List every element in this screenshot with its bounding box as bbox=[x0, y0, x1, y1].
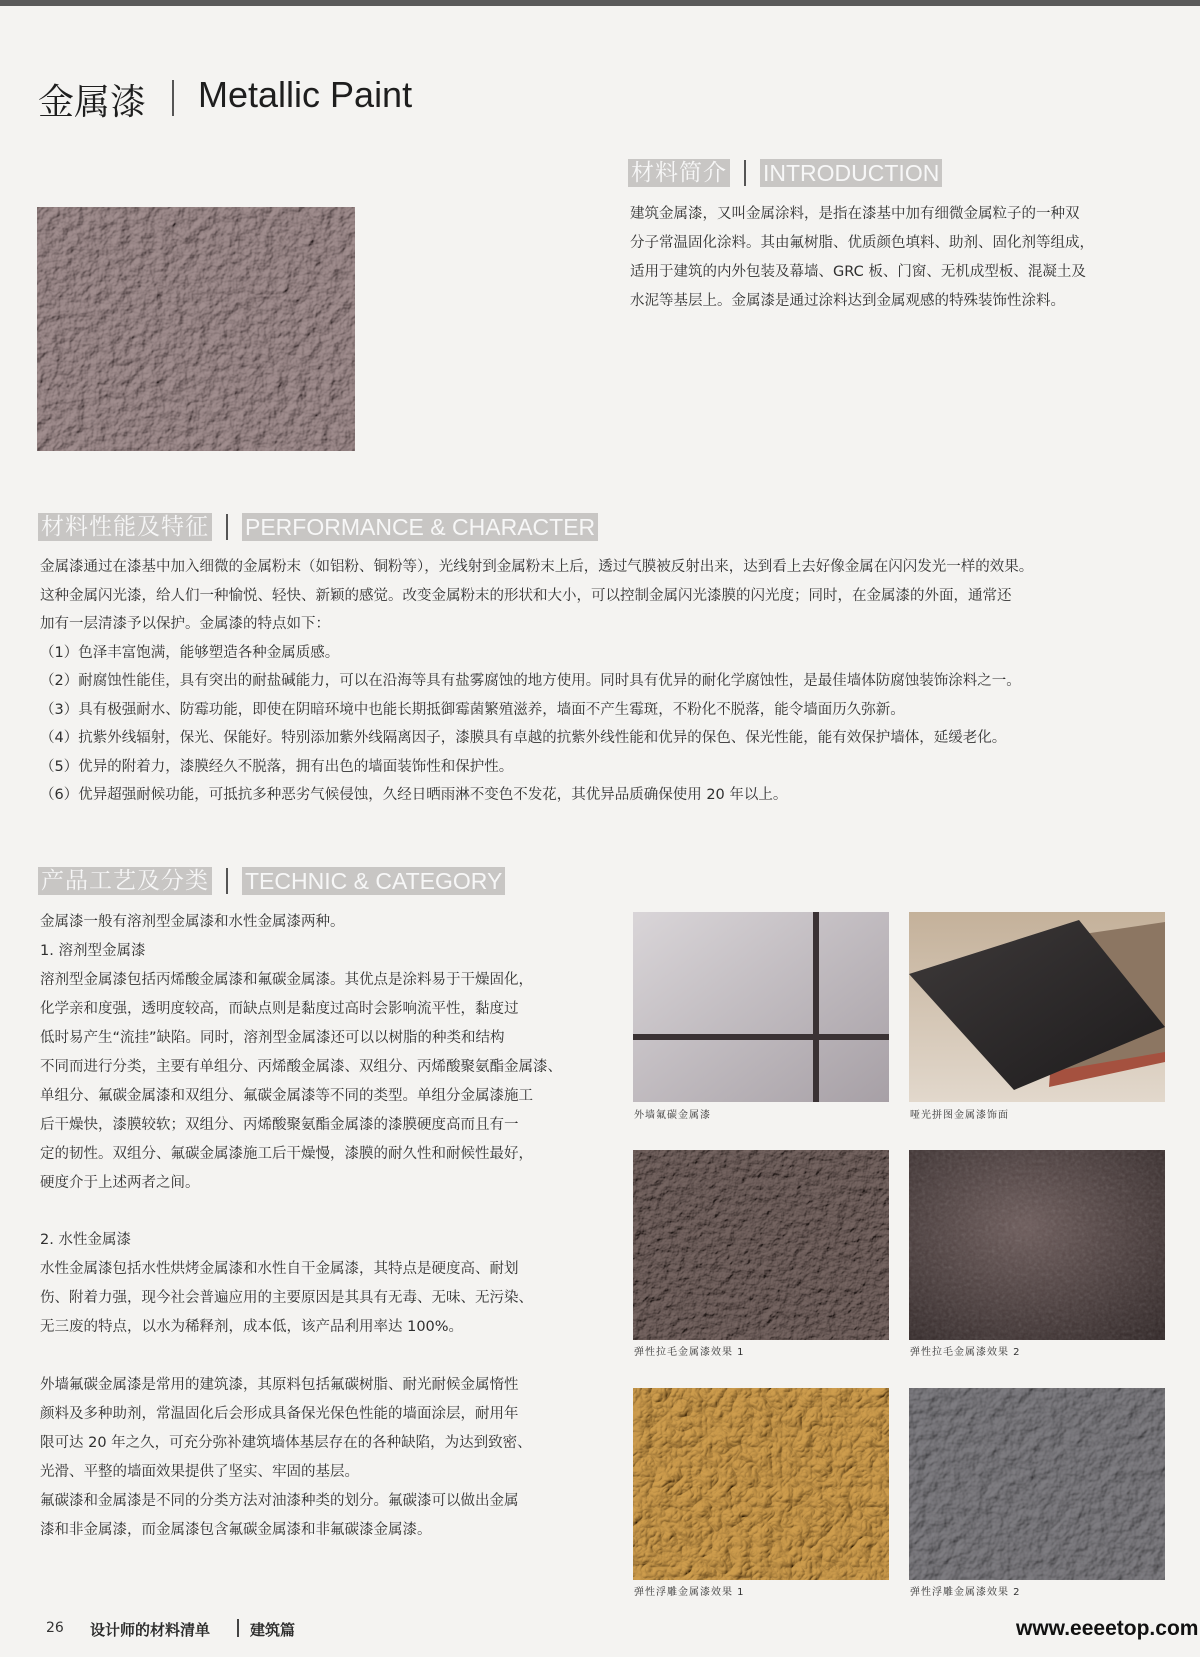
technic-line: 不同而进行分类，主要有单组分、丙烯酸金属漆、双组分、丙烯酸聚氨酯金属漆、 bbox=[40, 1059, 562, 1075]
technic-line: 硬度介于上述两者之间。 bbox=[40, 1175, 200, 1191]
caption: 弹性浮雕金属漆效果 1 bbox=[634, 1587, 745, 1598]
technic-line: 氟碳漆和金属漆是不同的分类方法对油漆种类的划分。氟碳漆可以做出金属 bbox=[40, 1493, 519, 1509]
technic-subheading: 1. 溶剂型金属漆 bbox=[40, 943, 146, 959]
book-category: 建筑篇 bbox=[250, 1621, 296, 1639]
feature-item: （1）色泽丰富饱满，能够塑造各种金属质感。 bbox=[40, 644, 340, 661]
sample-image-matte-panels bbox=[909, 912, 1165, 1102]
heading-divider bbox=[744, 160, 746, 186]
performance-intro-line: 金属漆通过在漆基中加入细微的金属粉末（如铝粉、铜粉等），光线射到金属粉末上后，透过气膜被反射出来，达到看上去好像金属在闪闪发光一样的效果。 bbox=[40, 559, 1034, 575]
top-border bbox=[0, 0, 1200, 6]
performance-text bbox=[40, 553, 1190, 810]
technic-line: 低时易产生“流挂”缺陷。同时，溶剂型金属漆还可以以树脂的种类和结构 bbox=[40, 1030, 505, 1046]
intro-text bbox=[630, 200, 1190, 316]
technic-line: 限可达 20 年之久，可充分弥补建筑墙体基层存在的各种缺陷，为达到致密、 bbox=[40, 1435, 532, 1451]
technic-text-block-3 bbox=[40, 1371, 620, 1545]
feature-item: （2）耐腐蚀性能佳，具有突出的耐盐碱能力，可以在沿海等具有盐雾腐蚀的地方使用。同时具有优异的耐化学腐蚀性，是最佳墙体防腐蚀装饰涂料之一。 bbox=[40, 673, 1021, 689]
technic-heading bbox=[38, 866, 505, 896]
page-title-zh: 金属漆 bbox=[38, 82, 147, 123]
feature-item: （6）优异超强耐候功能，可抵抗多种恶劣气候侵蚀，久经日晒雨淋不变色不发花，其优异品质确保使用 20 年以上。 bbox=[40, 787, 788, 803]
technic-line: 漆和非金属漆，而金属漆包含氟碳金属漆和非氟碳漆金属漆。 bbox=[40, 1522, 432, 1538]
watermark-url: www.eeeetop.com bbox=[1016, 1617, 1199, 1640]
sample-image-exterior-wall bbox=[633, 912, 889, 1102]
book-title: 设计师的材料清单 bbox=[90, 1621, 211, 1639]
intro-heading bbox=[628, 158, 942, 188]
technic-line: 无三废的特点，以水为稀释剂，成本低，该产品利用率达 100%。 bbox=[40, 1319, 464, 1335]
performance-heading bbox=[38, 512, 598, 542]
intro-heading-en: INTRODUCTION bbox=[760, 159, 942, 187]
technic-line: 光滑、平整的墙面效果提供了坚实、牢固的基层。 bbox=[40, 1464, 359, 1480]
technic-line: 后干燥快，漆膜较软；双组分、丙烯酸聚氨酯金属漆的漆膜硬度高而且有一 bbox=[40, 1117, 519, 1133]
main-texture-image bbox=[37, 207, 355, 451]
feature-item: （4）抗紫外线辐射，保光、保能好。特别添加紫外线隔离因子，漆膜具有卓越的抗紫外线性能和优异的保色、保光性能，能有效保护墙体，延缓老化。 bbox=[40, 730, 1007, 746]
technic-line: 化学亲和度强，透明度较高，而缺点则是黏度过高时会影响流平性，黏度过 bbox=[40, 1001, 519, 1017]
technic-line: 颜料及多种助剂，常温固化后会形成具备保光保色性能的墙面涂层，耐用年 bbox=[40, 1406, 519, 1422]
technic-line: 单组分、氟碳金属漆和双组分、氟碳金属漆等不同的类型。单组分金属漆施工 bbox=[40, 1088, 533, 1104]
technic-text-block-1 bbox=[40, 908, 620, 1198]
heading-divider bbox=[226, 514, 228, 540]
page-title-en: Metallic Paint bbox=[198, 74, 413, 115]
sample-image-relief-grey bbox=[909, 1388, 1165, 1580]
caption: 哑光拼图金属漆饰面 bbox=[910, 1110, 1009, 1121]
heading-divider bbox=[226, 868, 228, 894]
sample-image-relief-gold bbox=[633, 1388, 889, 1580]
caption: 弹性浮雕金属漆效果 2 bbox=[910, 1587, 1021, 1598]
technic-heading-en: TECHNIC & CATEGORY bbox=[242, 867, 505, 895]
technic-line: 水性金属漆包括水性烘烤金属漆和水性自干金属漆，其特点是硬度高、耐划 bbox=[40, 1261, 519, 1277]
technic-line: 金属漆一般有溶剂型金属漆和水性金属漆两种。 bbox=[40, 914, 345, 930]
caption: 弹性拉毛金属漆效果 2 bbox=[910, 1347, 1021, 1358]
technic-line: 外墙氟碳金属漆是常用的建筑漆，其原料包括氟碳树脂、耐光耐候金属惰性 bbox=[40, 1377, 519, 1393]
technic-text-block-2 bbox=[40, 1226, 620, 1342]
intro-line: 适用于建筑的内外包装及幕墙、GRC 板、门窗、无机成型板、混凝土及 bbox=[630, 264, 1086, 280]
technic-line: 定的韧性。双组分、氟碳金属漆施工后干燥慢，漆膜的耐久性和耐候性最好， bbox=[40, 1146, 533, 1162]
technic-heading-zh: 产品工艺及分类 bbox=[38, 867, 212, 895]
technic-line: 溶剂型金属漆包括丙烯酸金属漆和氟碳金属漆。其优点是涂料易于干燥固化， bbox=[40, 972, 533, 988]
intro-line: 建筑金属漆，又叫金属涂料，是指在漆基中加有细微金属粒子的一种双 bbox=[630, 206, 1080, 222]
technic-subheading: 2. 水性金属漆 bbox=[40, 1232, 131, 1248]
title-divider bbox=[172, 80, 174, 116]
intro-heading-zh: 材料简介 bbox=[628, 159, 730, 187]
performance-intro-line: 加有一层清漆予以保护。金属漆的特点如下： bbox=[40, 616, 330, 632]
performance-intro-line: 这种金属闪光漆，给人们一种愉悦、轻快、新颖的感觉。改变金属粉末的形状和大小，可以控制金属闪光漆膜的闪光度；同时，在金属漆的外面，通常还 bbox=[40, 587, 1012, 604]
caption: 弹性拉毛金属漆效果 1 bbox=[634, 1347, 745, 1358]
sample-image-stipple-2 bbox=[909, 1150, 1165, 1340]
performance-heading-en: PERFORMANCE & CHARACTER bbox=[242, 513, 598, 541]
sample-image-stipple-1 bbox=[633, 1150, 889, 1340]
performance-heading-zh: 材料性能及特征 bbox=[38, 513, 212, 541]
caption: 外墙氟碳金属漆 bbox=[634, 1110, 711, 1121]
footer-divider bbox=[237, 1619, 239, 1637]
feature-item: （3）具有极强耐水、防霉功能，即使在阴暗环境中也能长期抵御霉菌繁殖滋养，墙面不产生霉斑，不粉化不脱落，能令墙面历久弥新。 bbox=[40, 701, 905, 718]
feature-item: （5）优异的附着力，漆膜经久不脱落，拥有出色的墙面装饰性和保护性。 bbox=[40, 758, 514, 775]
technic-line: 伤、附着力强，现今社会普遍应用的主要原因是其具有无毒、无味、无污染、 bbox=[40, 1290, 533, 1306]
intro-line: 分子常温固化涂料。其由氟树脂、优质颜色填料、助剂、固化剂等组成， bbox=[630, 235, 1094, 251]
intro-line: 水泥等基层上。金属漆是通过涂料达到金属观感的特殊装饰性涂料。 bbox=[630, 293, 1065, 309]
page-number: 26 bbox=[46, 1620, 64, 1636]
